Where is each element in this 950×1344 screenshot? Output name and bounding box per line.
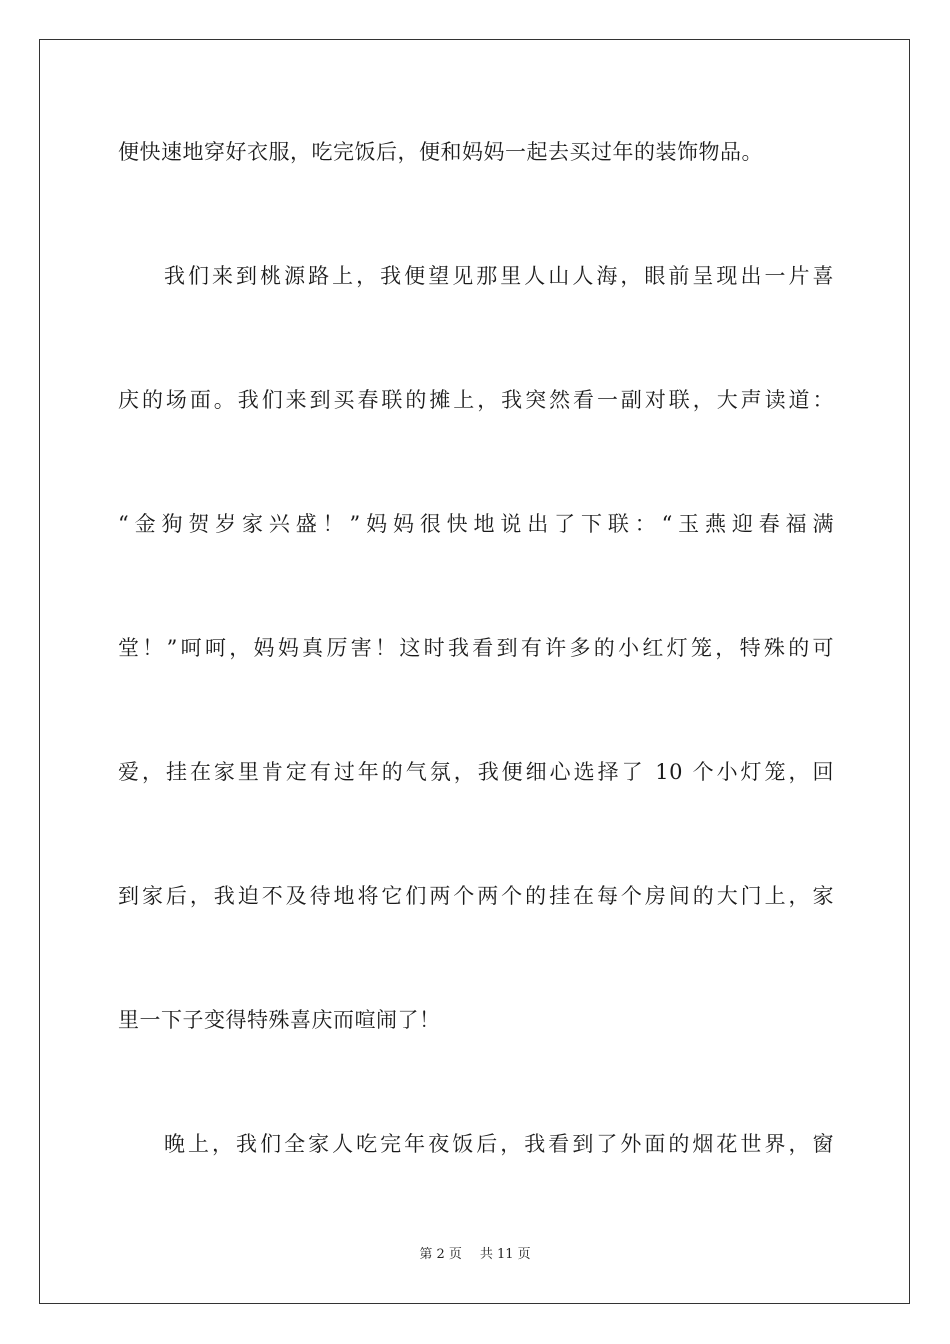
text-line: “金狗贺岁家兴盛！”妈妈很快地说出了下联：“玉燕迎春福满: [118, 512, 834, 536]
page-total: 共 11 页: [479, 1247, 531, 1262]
paragraph-end-line: 里一下子变得特殊喜庆而喧闹了！: [118, 1008, 441, 1032]
text-line: 到家后，我迫不及待地将它们两个两个的挂在每个房间的大门上，家: [118, 884, 834, 908]
page-footer: [0, 1246, 950, 1264]
paragraph-start-line: 我们来到桃源路上，我便望见那里人山人海，眼前呈现出一片喜: [164, 264, 834, 288]
text-line: 堂！”呵呵，妈妈真厉害！这时我看到有许多的小红灯笼，特殊的可: [118, 636, 834, 660]
page-border: [39, 39, 910, 1304]
text-line: 爱，挂在家里肯定有过年的气氛，我便细心选择了 10 个小灯笼，回: [118, 760, 834, 784]
text-line: 庆的场面。我们来到买春联的摊上，我突然看一副对联，大声读道：: [118, 388, 834, 412]
paragraph-start-line: 晚上，我们全家人吃完年夜饭后，我看到了外面的烟花世界，窗: [164, 1132, 834, 1156]
text-line: 便快速地穿好衣服，吃完饭后，便和妈妈一起去买过年的装饰物品。: [118, 140, 763, 164]
page-number: 第 2 页: [419, 1247, 462, 1262]
